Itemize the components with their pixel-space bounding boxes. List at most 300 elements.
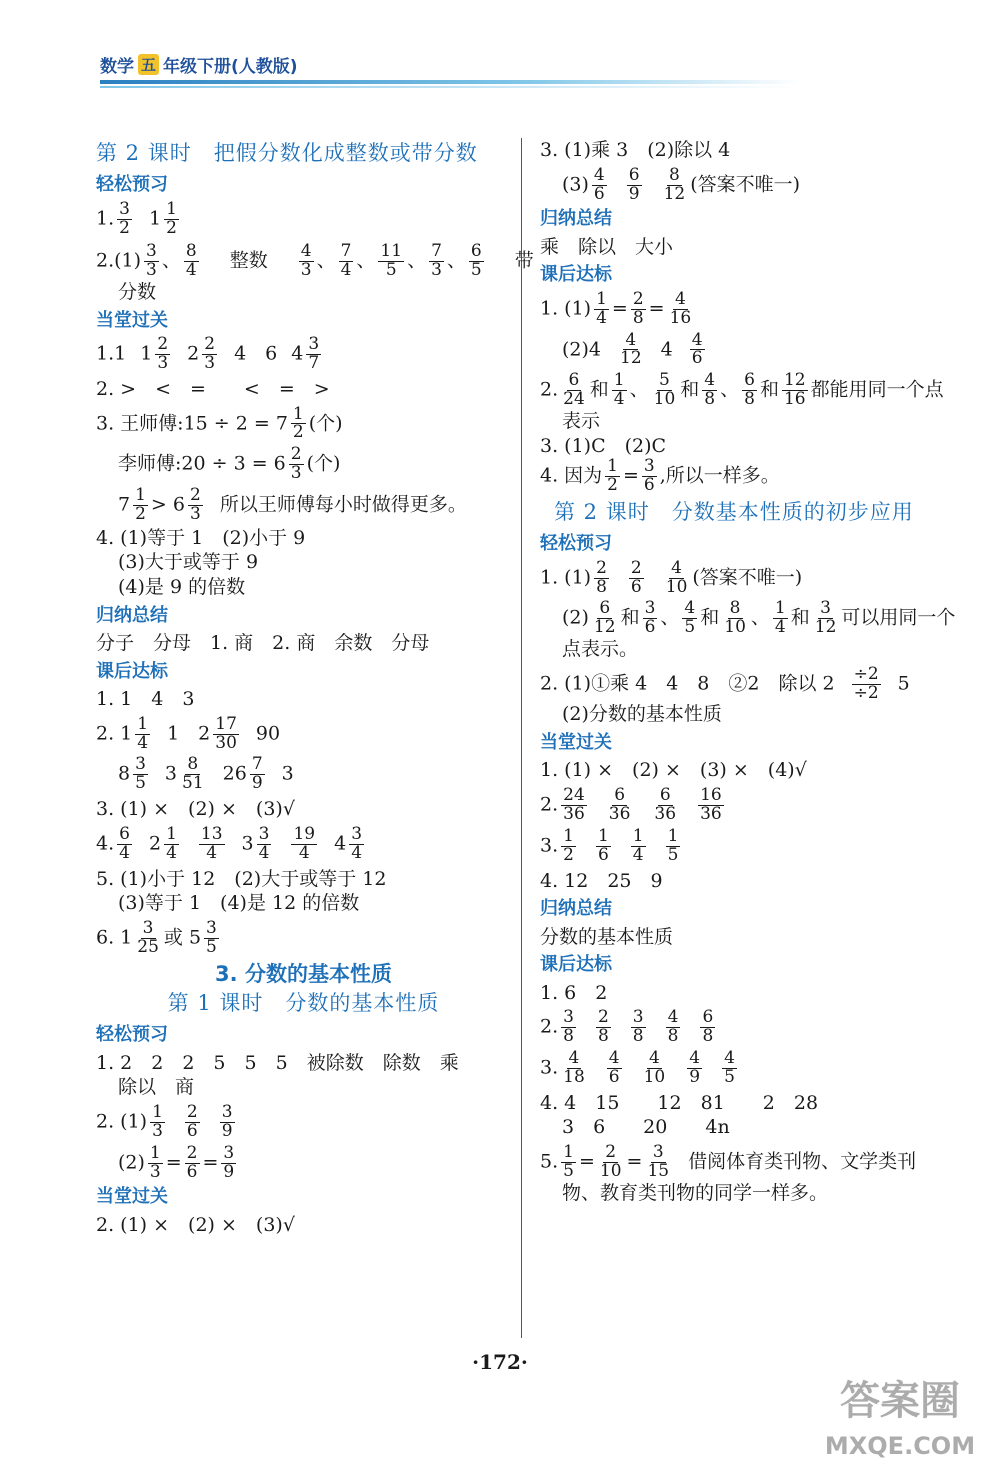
answer-line: 1. 1 4 3 <box>96 688 195 711</box>
fraction <box>133 484 148 524</box>
fraction-denominator: 3 <box>431 260 442 281</box>
fraction-numerator: 3 <box>644 598 656 619</box>
fraction-numerator: 4 <box>667 1007 679 1028</box>
fraction-numerator: 6 <box>599 598 611 619</box>
fraction-denominator: 10 <box>643 1066 666 1087</box>
answer-line: 物、教育类刊物的同学一样多。 <box>562 1181 829 1204</box>
fraction <box>561 825 576 865</box>
fraction-denominator: 4 <box>632 844 644 865</box>
answer-line: 4. (1)等于 1 (2)小于 9 <box>96 526 306 549</box>
fraction-numerator: 6 <box>702 1007 714 1028</box>
fraction-denominator: 36 <box>563 804 585 825</box>
answer-line: 2. $\frac{3}{8}$ $\frac{2}{8}$ $\frac{3}{8}$ $\frac{4}{8}$ $\frac{6}{8}$ <box>540 1007 714 1047</box>
fraction-denominator: 2 <box>166 217 177 238</box>
fraction-numerator: 3 <box>351 823 363 844</box>
fraction <box>668 288 694 328</box>
fraction <box>687 1050 702 1087</box>
answer-line: 2. (1)①乘 4 4 8 ②2 除以 2 $\frac{\div 2}{\div 2}$ 5 <box>540 663 910 703</box>
fraction-numerator: 1 <box>596 288 607 309</box>
answer-line: 5. (1)小于 12 (2)大于或等于 12 <box>96 867 387 890</box>
answer-line: 乘 除以 大小 <box>540 235 674 258</box>
fraction <box>702 372 717 409</box>
answer-line: 2. (1) × (2) × (3)√ <box>96 1213 295 1236</box>
left-column <box>96 138 534 1237</box>
fraction <box>627 164 642 204</box>
page-header <box>100 52 298 77</box>
fraction-denominator: 8 <box>704 389 716 410</box>
fraction-denominator: 4 <box>258 842 270 863</box>
fraction-denominator: 5 <box>206 936 217 957</box>
fraction-numerator: 2 <box>596 557 607 578</box>
answer-line: 2. $\frac{6}{24}$ 和 $\frac{1}{4}$ 、 $\frac{5}{10}$ 和 $\frac{4}{8}$ 、 $\frac{6}{8}$ 和 $\frac{12}{16}$ 都能用同一个点 <box>540 370 944 410</box>
fraction-numerator: 11 <box>380 241 403 262</box>
fraction <box>469 243 484 280</box>
fraction-denominator: 4 <box>137 732 149 753</box>
fraction-denominator: 8 <box>744 389 755 410</box>
fraction-numerator: 4 <box>724 1048 735 1069</box>
fraction-denominator: ÷2 <box>853 682 879 703</box>
fraction-denominator: 6 <box>597 844 609 865</box>
fraction-denominator: 18 <box>563 1066 585 1087</box>
fraction <box>664 557 690 597</box>
fraction-numerator: 2 <box>290 444 302 465</box>
fraction-numerator: 7 <box>340 241 352 262</box>
fraction-numerator: 3 <box>652 1142 664 1163</box>
fraction-numerator: ÷2 <box>853 663 879 684</box>
section-heading-summary: 归纳总结 <box>540 208 612 230</box>
answer-line: 2. $\frac{24}{36}$ $\frac{6}{36}$ $\frac{6}{36}$ $\frac{16}{36}$ <box>540 785 722 825</box>
answer-line: 4. $\frac{6}{4}$ 2 $\frac{1}{4}$ $\frac{13}{4}$ 3 $\frac{3}{4}$ $\frac{19}{4}$ 4 $\frac{3}{4}$ <box>96 823 363 863</box>
fraction-numerator: 3 <box>223 1142 235 1163</box>
fraction-denominator: 10 <box>665 576 688 597</box>
fraction-denominator: 3 <box>290 463 302 484</box>
fraction-numerator: 2 <box>597 1007 609 1028</box>
column-divider <box>521 138 522 1338</box>
fraction-denominator: 7 <box>308 352 320 373</box>
fraction-numerator: 1 <box>152 1101 163 1122</box>
fraction <box>645 1144 671 1181</box>
fraction <box>220 1101 235 1141</box>
fraction <box>185 1142 200 1182</box>
fraction <box>199 823 225 863</box>
fraction <box>782 372 808 409</box>
fraction-denominator: 5 <box>724 1066 735 1087</box>
answer-line: 1. (1) $\frac{2}{8}$ $\frac{2}{6}$ $\frac{4}{10}$ (答案不唯一) <box>540 557 803 597</box>
fraction-numerator: 4 <box>300 241 312 262</box>
header-rule <box>100 80 800 84</box>
fraction-numerator: 4 <box>704 370 716 391</box>
fraction-denominator: 4 <box>119 842 130 863</box>
answer-line: 1. 6 2 <box>540 981 608 1004</box>
fraction <box>144 243 159 280</box>
fraction-denominator: 24 <box>563 389 585 410</box>
answer-line: 分数的基本性质 <box>540 925 674 948</box>
section-heading-summary: 归纳总结 <box>540 898 612 920</box>
fraction-numerator: 1 <box>292 403 304 424</box>
fraction-numerator: 3 <box>135 754 146 775</box>
fraction <box>631 288 646 328</box>
fraction-numerator: 6 <box>119 823 130 844</box>
fraction <box>185 1101 200 1141</box>
fraction-denominator: 6 <box>691 348 703 369</box>
fraction-numerator: 1 <box>613 370 625 391</box>
fraction-denominator: 4 <box>206 842 218 863</box>
answer-line: 1. 2 2 2 5 5 5 被除数 除数 乘 <box>96 1051 459 1074</box>
fraction-denominator: 4 <box>185 260 197 281</box>
fraction <box>306 336 321 373</box>
answer-line: (2)4 $\frac{4}{12}$ 4 $\frac{4}{6}$ <box>562 329 703 369</box>
section-heading-preview: 轻松预习 <box>540 533 612 555</box>
fraction-denominator: 5 <box>563 1160 574 1181</box>
fraction-numerator: 2 <box>605 1142 617 1163</box>
fraction-denominator: 8 <box>632 307 644 328</box>
fraction <box>561 1144 576 1181</box>
lesson-title: 第 1 课时 分数的基本性质 <box>167 990 440 1015</box>
fraction <box>135 713 150 753</box>
fraction <box>592 600 618 637</box>
fraction-numerator: 2 <box>189 484 201 505</box>
fraction-denominator: 16 <box>783 389 806 410</box>
fraction-numerator: 6 <box>614 785 626 806</box>
section-heading-preview: 轻松预习 <box>96 1024 168 1046</box>
fraction <box>607 787 633 824</box>
answer-line: 5. $\frac{1}{5}$ = $\frac{2}{10}$ = $\frac{3}{15}$ 借阅体育类刊物、文学类刊 <box>540 1142 917 1181</box>
fraction <box>700 1009 715 1046</box>
fraction-numerator: 17 <box>215 713 237 734</box>
fraction-denominator: 12 <box>814 617 837 638</box>
answer-line: (2) $\frac{1}{3}$ = $\frac{2}{6}$ = $\frac{3}{9}$ <box>118 1142 235 1182</box>
fraction <box>598 1144 624 1181</box>
answer-line: 3 6 20 4n <box>562 1116 730 1139</box>
answer-line: 4. 12 25 9 <box>540 869 663 892</box>
fraction <box>742 372 757 409</box>
fraction-numerator: 24 <box>563 785 585 806</box>
fraction <box>596 825 611 865</box>
fraction-denominator: 6 <box>186 1120 198 1141</box>
answer-line: 3. (1) × (2) × (3)√ <box>96 798 295 821</box>
answer-line: (3)等于 1 (4)是 12 的倍数 <box>118 892 360 915</box>
fraction-denominator: 4 <box>596 307 607 328</box>
header-rule-thin <box>100 86 800 88</box>
answer-line: 2. (1) $\frac{1}{3}$ $\frac{2}{6}$ $\frac{3}{9}$ <box>96 1101 233 1141</box>
fraction-denominator: 2 <box>119 217 130 238</box>
fraction <box>666 825 681 865</box>
answer-line: 3. $\frac{4}{18}$ $\frac{4}{6}$ $\frac{4}{10}$ $\frac{4}{9}$ $\frac{4}{5}$ <box>540 1048 735 1087</box>
fraction <box>662 164 688 204</box>
fraction-numerator: 12 <box>783 370 806 391</box>
fraction-numerator: 6 <box>744 370 755 391</box>
fraction-denominator: 6 <box>644 617 656 638</box>
fraction <box>698 787 724 824</box>
fraction <box>773 600 788 637</box>
fraction <box>184 243 199 280</box>
fraction-denominator: 8 <box>702 1026 714 1047</box>
fraction <box>629 557 644 597</box>
fraction-numerator: 6 <box>470 241 482 262</box>
fraction <box>561 787 587 824</box>
fraction-numerator: 1 <box>774 598 786 619</box>
header-book: 年级下册(人教版) <box>163 57 298 77</box>
answer-line: (2) $\frac{6}{12}$ 和 $\frac{3}{6}$ 、 $\frac{4}{5}$ 和 $\frac{8}{10}$ 、 $\frac{1}{4}$ 和 $\frac{3}{12}$ 可以用同一个 <box>562 598 956 638</box>
watermark-logo <box>820 1362 980 1472</box>
section-heading-class: 当堂过关 <box>96 309 168 331</box>
fraction <box>257 823 272 863</box>
answer-line: 8 $\frac{3}{5}$ 3 $\frac{8}{51}$ 26 $\frac{7}{9}$ 3 <box>118 754 294 794</box>
fraction-denominator: 6 <box>643 475 655 496</box>
fraction-denominator: 10 <box>724 617 746 638</box>
lesson-title: 第 2 课时 分数基本性质的初步应用 <box>554 499 914 524</box>
header-subject: 数学 <box>100 57 134 77</box>
fraction-denominator: 6 <box>608 1066 620 1087</box>
fraction-numerator: 1 <box>667 825 679 846</box>
answer-line: 点表示。 <box>562 638 639 661</box>
fraction-denominator: 12 <box>593 617 616 638</box>
fraction-denominator: 4 <box>613 389 625 410</box>
fraction-numerator: 6 <box>659 785 671 806</box>
page-number: ·172· <box>472 1350 528 1374</box>
fraction-numerator: 6 <box>568 370 580 391</box>
fraction-numerator: 3 <box>119 198 130 219</box>
fraction <box>289 446 304 483</box>
fraction <box>852 663 881 703</box>
fraction-denominator: 3 <box>204 352 216 373</box>
answer-line: 1. (1) $\frac{1}{4}$ = $\frac{2}{8}$ = $\frac{4}{16}$ <box>540 288 692 328</box>
fraction <box>652 372 678 409</box>
fraction-denominator: 36 <box>700 804 722 825</box>
fraction-numerator: 3 <box>632 1007 644 1028</box>
fraction-numerator: 2 <box>204 334 216 355</box>
answer-line: 4. 因为 $\frac{1}{2}$ = $\frac{3}{6}$ ,所以一样多。 <box>540 456 780 496</box>
fraction <box>596 1009 611 1046</box>
fraction <box>642 458 657 495</box>
fraction-denominator: 9 <box>223 1161 235 1182</box>
fraction-denominator: 3 <box>152 1120 163 1141</box>
fraction <box>180 756 206 793</box>
fraction-numerator: 3 <box>308 334 320 355</box>
fraction-numerator: 1 <box>563 1142 574 1163</box>
fraction <box>561 1050 587 1087</box>
fraction <box>164 823 179 863</box>
fraction <box>652 787 678 824</box>
fraction-denominator: 2 <box>563 844 574 865</box>
answer-line: 3. 王师傅:15 ÷ 2 = 7 $\frac{1}{2}$ (个) <box>96 403 343 443</box>
fraction <box>155 336 170 373</box>
fraction <box>202 336 217 373</box>
fraction-denominator: 9 <box>689 1066 701 1087</box>
fraction-numerator: 7 <box>251 754 263 775</box>
fraction <box>250 756 265 793</box>
fraction <box>561 1009 576 1046</box>
answer-line: 1.1 1 $\frac{2}{3}$ 2 $\frac{2}{3}$ 4 6 4 $\frac{3}{7}$ <box>96 334 320 373</box>
fraction <box>117 823 132 863</box>
fraction <box>349 823 364 863</box>
fraction-numerator: 8 <box>729 598 741 619</box>
answer-line: 分数 <box>118 281 157 304</box>
fraction-numerator: 4 <box>689 1048 701 1069</box>
fraction <box>135 917 161 957</box>
fraction-denominator: 8 <box>596 576 607 597</box>
fraction <box>643 600 658 637</box>
fraction-denominator: 5 <box>667 844 679 865</box>
fraction-denominator: 15 <box>647 1160 670 1181</box>
fraction-denominator: 12 <box>663 183 686 204</box>
fraction-numerator: 1 <box>166 823 177 844</box>
fraction-denominator: 4 <box>166 842 177 863</box>
fraction-numerator: 8 <box>185 241 197 262</box>
answer-line: (3)大于或等于 9 <box>118 551 259 574</box>
fraction-numerator: 2 <box>632 288 644 309</box>
fraction-numerator: 4 <box>691 329 703 350</box>
fraction-numerator: 1 <box>563 825 574 846</box>
fraction <box>148 1142 163 1182</box>
fraction-numerator: 1 <box>166 198 177 219</box>
fraction <box>213 713 239 753</box>
fraction <box>722 600 748 637</box>
answer-line: 3. $\frac{1}{2}$ $\frac{1}{6}$ $\frac{1}{4}$ $\frac{1}{5}$ <box>540 825 679 865</box>
fraction-denominator: 8 <box>597 1026 609 1047</box>
fraction <box>690 329 705 369</box>
fraction-denominator: 16 <box>669 307 692 328</box>
fraction-numerator: 3 <box>146 241 157 262</box>
fraction-denominator: 2 <box>135 503 146 524</box>
section-heading-after: 课后达标 <box>540 264 612 286</box>
fraction <box>612 372 627 409</box>
answer-line: 4. 4 15 12 81 2 28 <box>540 1091 819 1114</box>
fraction-numerator: 1 <box>137 713 149 734</box>
answer-line: (3) $\frac{4}{6}$ $\frac{6}{9}$ $\frac{8}{12}$ (答案不唯一) <box>562 164 801 204</box>
fraction-denominator: 2 <box>292 422 304 443</box>
fraction-numerator: 13 <box>200 823 223 844</box>
fraction <box>429 243 444 280</box>
fraction-denominator: 4 <box>298 842 310 863</box>
fraction-denominator: 9 <box>628 183 640 204</box>
answer-line: 2.(1) $\frac{3}{3}$ 、 $\frac{8}{4}$ 整数 $\frac{4}{3}$ 、 $\frac{7}{4}$ 、 $\frac{11}{5}$ 、 $\frac{7}{3}$ 、 $\frac{6}{5}$ 带 <box>96 241 534 281</box>
answer-line: 3. (1)C (2)C <box>540 434 667 457</box>
fraction-denominator: 36 <box>654 804 677 825</box>
fraction <box>682 600 697 637</box>
fraction-denominator: 30 <box>215 732 237 753</box>
fraction-numerator: 8 <box>668 164 680 185</box>
fraction-numerator: 4 <box>608 1048 620 1069</box>
fraction-denominator: 6 <box>630 576 642 597</box>
answer-line: (2)分数的基本性质 <box>562 703 722 726</box>
fraction <box>592 164 607 204</box>
answer-line: 2. 1 $\frac{1}{4}$ 1 2 $\frac{17}{30}$ 90 <box>96 713 281 753</box>
fraction-denominator: 8 <box>563 1026 574 1047</box>
fraction-denominator: 3 <box>189 503 201 524</box>
fraction <box>631 1009 646 1046</box>
fraction-numerator: 3 <box>221 1101 233 1122</box>
fraction <box>607 1050 622 1087</box>
fraction-denominator: 3 <box>300 260 312 281</box>
fraction-denominator: 25 <box>137 936 159 957</box>
fraction-numerator: 1 <box>632 825 644 846</box>
fraction <box>221 1142 236 1182</box>
answer-line: 1. $\frac{3}{2}$ 1 $\frac{1}{2}$ <box>96 198 177 238</box>
unit-title: 3. 分数的基本性质 <box>215 961 392 986</box>
fraction-numerator: 6 <box>628 164 640 185</box>
fraction-numerator: 2 <box>630 557 642 578</box>
section-heading-after: 课后达标 <box>540 954 612 976</box>
fraction <box>133 756 148 793</box>
fraction-numerator: 3 <box>258 823 270 844</box>
fraction <box>561 372 587 409</box>
answer-line: 分子 分母 1. 商 2. 商 余数 分母 <box>96 632 430 655</box>
fraction <box>291 823 317 863</box>
fraction-denominator: 6 <box>186 1161 198 1182</box>
fraction <box>642 1050 668 1087</box>
fraction-numerator: 8 <box>187 754 199 775</box>
fraction-denominator: 9 <box>221 1120 233 1141</box>
fraction-denominator: 3 <box>157 352 169 373</box>
fraction <box>291 403 306 443</box>
fraction-numerator: 1 <box>597 825 609 846</box>
section-heading-class: 当堂过关 <box>96 1186 168 1208</box>
fraction-numerator: 5 <box>659 370 670 391</box>
fraction-denominator: 3 <box>146 260 157 281</box>
fraction-denominator: 4 <box>340 260 352 281</box>
fraction-numerator: 3 <box>142 917 154 938</box>
fraction-numerator: 16 <box>700 785 722 806</box>
fraction <box>594 557 609 597</box>
fraction <box>164 198 179 238</box>
fraction <box>666 1009 681 1046</box>
fraction-numerator: 4 <box>649 1048 660 1069</box>
answer-line: (4)是 9 的倍数 <box>118 575 246 598</box>
fraction-denominator: 51 <box>182 773 204 794</box>
answer-line: 1. (1) × (2) × (3) × (4)√ <box>540 759 807 782</box>
fraction-numerator: 2 <box>186 1101 198 1122</box>
answer-line: 3. (1)乘 3 (2)除以 4 <box>540 139 731 161</box>
fraction-numerator: 1 <box>135 484 146 505</box>
fraction <box>722 1050 737 1087</box>
fraction <box>188 484 203 524</box>
fraction-denominator: 8 <box>667 1026 679 1047</box>
fraction-numerator: 3 <box>206 917 217 938</box>
fraction <box>813 600 839 637</box>
fraction-denominator: 8 <box>632 1026 644 1047</box>
fraction-denominator: 10 <box>599 1160 622 1181</box>
fraction-numerator: 4 <box>675 288 686 309</box>
fraction-denominator: 3 <box>149 1161 161 1182</box>
fraction-numerator: 4 <box>593 164 605 185</box>
section-heading-after: 课后达标 <box>96 660 168 682</box>
fraction <box>605 458 620 495</box>
fraction-denominator: 10 <box>653 389 676 410</box>
fraction-denominator: 5 <box>385 260 397 281</box>
right-column <box>540 138 970 1206</box>
fraction <box>378 243 404 280</box>
fraction-numerator: 4 <box>568 1048 580 1069</box>
answer-line: 除以 商 <box>118 1076 195 1099</box>
fraction-numerator: 7 <box>431 241 442 262</box>
fraction-numerator: 3 <box>563 1007 574 1028</box>
fraction-denominator: 5 <box>470 260 482 281</box>
fraction <box>117 198 132 238</box>
fraction-numerator: 3 <box>643 456 655 477</box>
fraction-denominator: 36 <box>608 804 631 825</box>
fraction-numerator: 4 <box>625 329 637 350</box>
section-heading-class: 当堂过关 <box>540 732 612 754</box>
fraction <box>204 917 219 957</box>
fraction-denominator: 12 <box>620 348 642 369</box>
fraction <box>339 243 354 280</box>
fraction-numerator: 1 <box>607 456 618 477</box>
answer-line: 6. 1 $\frac{3}{25}$ 或 5 $\frac{3}{5}$ <box>96 917 217 957</box>
fraction-numerator: 3 <box>820 598 831 619</box>
watermark-line1: 答案圈 <box>840 1378 960 1424</box>
fraction-denominator: 6 <box>593 183 605 204</box>
